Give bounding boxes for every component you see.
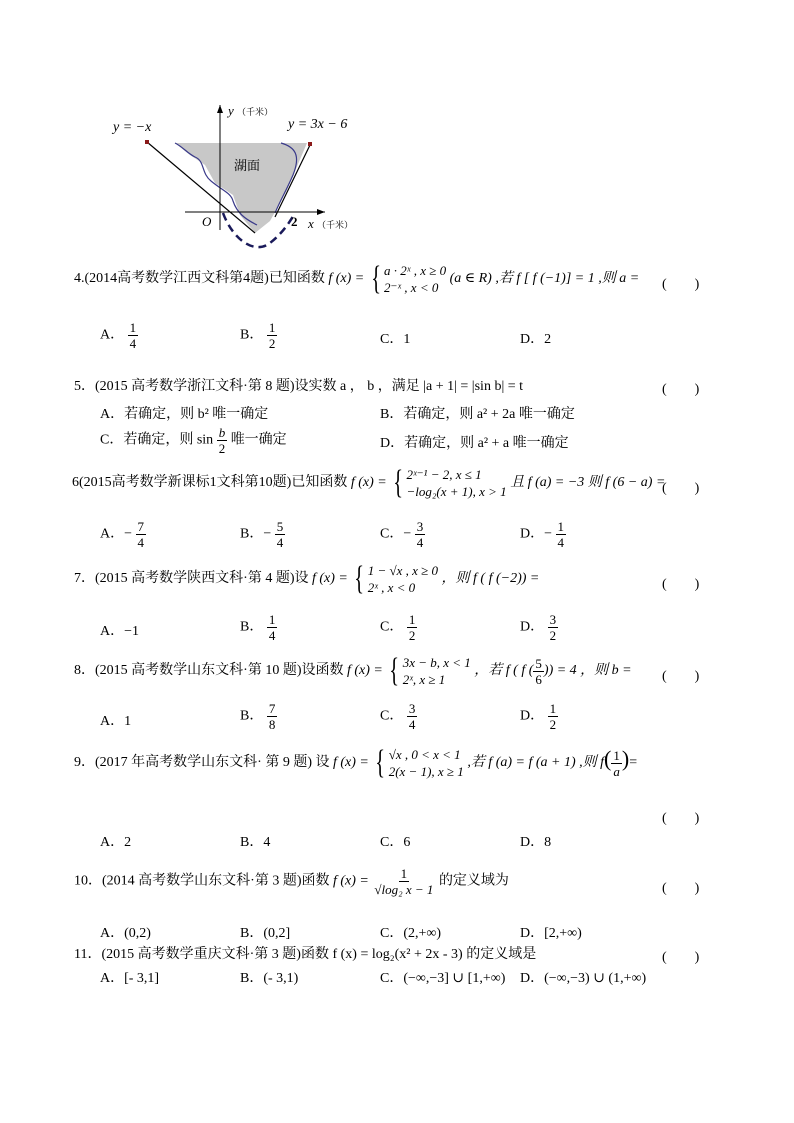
numerator: b (218, 425, 226, 440)
denominator: 2 (408, 628, 416, 643)
lake-label: 湖面 (234, 159, 261, 174)
q7-option-d[interactable] (520, 612, 558, 643)
q5-option-c[interactable] (100, 425, 287, 456)
q7-piecewise: { 1 − √x , x ≥ 0 2ˣ , x < 0 (354, 560, 439, 597)
numerator: 5 (276, 519, 284, 534)
q4-option-d[interactable] (520, 328, 551, 348)
denominator: 2 (549, 628, 557, 643)
denominator: √log₂ x − 1 (374, 882, 434, 897)
numerator: 1 (549, 701, 557, 716)
q8-case1: 3x − b, x < 1 (402, 655, 471, 670)
denominator: 4 (557, 535, 565, 550)
q6-piecewise: { 2ˣ⁻¹ − 2, x ≤ 1 −log₂(x + 1), x > 1 (393, 464, 507, 501)
denominator: 4 (276, 535, 284, 550)
option-letter: A． (100, 526, 125, 542)
q9-option-b[interactable]: B．4 (240, 835, 271, 850)
q9-fx: f (x) = (333, 755, 369, 771)
q11-option-c[interactable]: C．(−∞,−3] ∪ [1,+∞) (380, 971, 506, 986)
q11-answer-blank: ( ) (662, 950, 700, 965)
question-8 (74, 654, 632, 688)
option-value: −1 (124, 624, 140, 639)
denominator: 2 (268, 336, 276, 351)
q5-option-b[interactable]: B．若确定，则 a² + 2a 唯一确定 (380, 407, 575, 422)
lake-figure (105, 95, 365, 255)
denominator: 4 (129, 336, 137, 351)
q4-middle: (a ∈ R) ,若 f [ f (−1)] = 1 ,则 (449, 271, 616, 287)
q4-option-c[interactable] (380, 328, 410, 348)
q7-prefix: 7．(2015 高考数学陕西文科·第 4 题)设 (74, 571, 309, 587)
q7-option-a[interactable] (100, 620, 139, 640)
numerator: 1 (557, 519, 565, 534)
option-letter: D． (520, 526, 545, 542)
option-letter: D． (520, 708, 545, 724)
q7-option-b[interactable] (240, 612, 277, 643)
option-letter: B． (240, 708, 264, 724)
q8-option-a[interactable] (100, 710, 131, 730)
q9-prefix: 9．(2017 年高考数学山东文科· 第 9 题) 设 (74, 755, 330, 771)
question-4 (74, 262, 639, 296)
option-letter: C． (380, 619, 404, 635)
q4-case1: a · 2ˣ , x ≥ 0 (384, 263, 447, 278)
q6-prefix: 6(2015高考数学新课标1文科第10题)已知函数 (72, 475, 348, 491)
q9-option-d[interactable]: D．8 (520, 835, 552, 850)
q4-option-b[interactable] (240, 320, 277, 351)
q6-answer-blank: ( ) (662, 481, 700, 496)
q8-mid: ，若 f ( f ( (474, 663, 534, 679)
option-sign: − (263, 526, 272, 542)
q10-fx: f (x) = (333, 873, 369, 889)
option-value: 2 (544, 332, 552, 347)
left-line-label: y = −x (113, 120, 152, 135)
numerator: 7 (137, 519, 145, 534)
denominator: 8 (268, 717, 276, 732)
q4-option-a[interactable] (100, 320, 138, 351)
q9-case1: √x , 0 < x < 1 (388, 747, 461, 762)
q8-tail: )) = 4 ，则 b = (543, 663, 632, 679)
q10-option-b[interactable]: B．(0,2] (240, 926, 291, 941)
y-axis-label: y (228, 103, 234, 118)
numerator: 1 (129, 320, 137, 335)
q9-option-c[interactable]: C．6 (380, 835, 411, 850)
origin-label: O (202, 214, 212, 229)
q8-piecewise: { 3x − b, x < 1 2ˣ, x ≥ 1 (389, 652, 471, 689)
q8-answer-blank: ( ) (662, 669, 700, 684)
numerator: 1 (408, 612, 416, 627)
q9-piecewise: { √x , 0 < x < 1 2(x − 1), x ≥ 1 (375, 744, 464, 781)
option-letter: A． (100, 327, 125, 343)
right-line-label: y = 3x − 6 (288, 117, 348, 132)
x-axis-unit: （千米） (317, 220, 354, 230)
question-10 (74, 866, 509, 897)
denominator: 4 (268, 628, 276, 643)
q10-answer-blank: ( ) (662, 881, 700, 896)
option-value: 1 (403, 332, 411, 347)
option-text: C．若确定，则 sin (100, 432, 214, 448)
q11-option-b[interactable]: B．(- 3,1) (240, 971, 299, 986)
q10-option-a[interactable]: A．(0,2) (100, 926, 151, 941)
numerator: 5 (535, 655, 542, 671)
q7-case1: 1 − √x , x ≥ 0 (367, 563, 439, 578)
question-6 (72, 466, 665, 500)
q4-fx: f (x) = (328, 271, 365, 287)
q4-answer-blank: ( ) (662, 277, 700, 292)
option-letter: C． (380, 332, 404, 347)
q7-fx: f (x) = (312, 571, 348, 587)
option-letter: D． (520, 332, 545, 347)
q9-answer-blank: ( ) (662, 811, 700, 826)
q10-prefix: 10．(2014 高考数学山东文科·第 3 题)函数 (74, 873, 330, 889)
q7-tail: ，则 f ( f (−2)) = (441, 571, 540, 587)
denominator: 2 (218, 441, 226, 456)
q9-mid: ,若 f (a) = f (a + 1) ,则 f (467, 755, 605, 771)
q7-case2: 2ˣ , x < 0 (367, 580, 416, 595)
question-5: 5．(2015 高考数学浙江文科·第 8 题)设实数 a ， b ，满足 |a + 1| = |sin b| = t (74, 379, 524, 394)
q8-prefix: 8．(2015 高考数学山东文科·第 10 题)设函数 (74, 663, 344, 679)
q10-option-c[interactable]: C．(2,+∞) (380, 926, 442, 941)
option-letter: A． (100, 714, 125, 729)
question-9: 9．(2017 年高考数学山东文科· 第 9 题) 设 f (x) = { √x , 0 < x < 1 2(x − 1), x ≥ 1 ,若 f (a) = f (a + 1) ,则 f( $\frac{1}{a}$ )= (74, 744, 638, 781)
q10-option-d[interactable]: D．[2,+∞) (520, 926, 582, 941)
question-11: 11．(2015 高考数学重庆文科·第 3 题)函数 f (x) = log₂(x² + 2x - 3) 的定义域是 (74, 947, 537, 962)
q4-piecewise: { a · 2ˣ , x ≥ 0 2⁻ˣ , x < 0 (370, 260, 447, 297)
q7-answer-blank: ( ) (662, 577, 700, 592)
numerator: 3 (416, 519, 424, 534)
denominator: a (613, 763, 620, 779)
q4-prefix: 4.(2014高考数学江西文科第4题)已知函数 (74, 271, 325, 287)
q6-option-a[interactable] (100, 519, 146, 550)
q10-fraction (372, 866, 435, 897)
q8-option-b[interactable] (240, 701, 277, 732)
option-letter: D． (520, 619, 545, 635)
q6-option-b[interactable] (240, 519, 285, 550)
option-sign: − (403, 526, 412, 542)
numerator: 7 (268, 701, 276, 716)
q9-option-a[interactable]: A．2 (100, 835, 132, 850)
q10-tail: 的定义域为 (438, 873, 509, 889)
q11-option-a[interactable]: A．[- 3,1] (100, 971, 160, 986)
question-7 (74, 562, 539, 596)
denominator: 2 (549, 717, 557, 732)
q8-fx: f (x) = (347, 663, 383, 679)
q6-case2: −log₂(x + 1), x > 1 (406, 484, 507, 499)
x-axis-label: x (308, 216, 314, 231)
numerator: 3 (408, 701, 416, 716)
denominator: 4 (137, 535, 145, 550)
numerator: 1 (268, 320, 276, 335)
q6-case1: 2ˣ⁻¹ − 2, x ≤ 1 (406, 467, 482, 482)
denominator: 4 (416, 535, 424, 550)
q6-fx: f (x) = (350, 475, 387, 491)
q9-case2: 2(x − 1), x ≥ 1 (388, 764, 464, 779)
q8-option-d[interactable] (520, 701, 558, 732)
q9-tail: = (629, 755, 638, 771)
q11-option-d[interactable]: D．(−∞,−3) ∪ (1,+∞) (520, 971, 647, 986)
q6-option-d[interactable] (520, 519, 566, 550)
numerator: 3 (549, 612, 557, 627)
denominator: 6 (535, 671, 542, 687)
numerator: 1 (400, 866, 408, 881)
option-value: 1 (124, 714, 132, 729)
option-letter: B． (240, 619, 264, 635)
tick-label-2: 2 (291, 214, 298, 229)
option-text: 唯一确定 (230, 432, 287, 448)
q8-case2: 2ˣ, x ≥ 1 (402, 672, 446, 687)
q8-option-c[interactable] (380, 701, 417, 732)
q5-option-d[interactable]: D．若确定，则 a² + a 唯一确定 (380, 436, 569, 451)
numerator: 1 (268, 612, 276, 627)
y-axis-unit: （千米） (237, 107, 274, 117)
option-letter: B． (240, 526, 264, 542)
q5-answer-blank: ( ) (662, 382, 700, 397)
q7-option-c[interactable] (380, 612, 417, 643)
option-letter: C． (380, 526, 404, 542)
denominator: 4 (408, 717, 416, 732)
q6-option-c[interactable] (380, 519, 425, 550)
q4-tail: a = (619, 271, 640, 287)
q5-option-a[interactable]: A．若确定，则 b² 唯一确定 (100, 407, 269, 422)
option-letter: B． (240, 327, 264, 343)
option-letter: A． (100, 624, 125, 639)
option-letter: C． (380, 708, 404, 724)
numerator: 1 (613, 747, 620, 763)
q6-tail: 且 f (a) = −3 则 f (6 − a) = (510, 475, 666, 491)
option-sign: − (124, 526, 133, 542)
q4-case2: 2⁻ˣ , x < 0 (384, 280, 439, 295)
option-sign: − (544, 526, 553, 542)
